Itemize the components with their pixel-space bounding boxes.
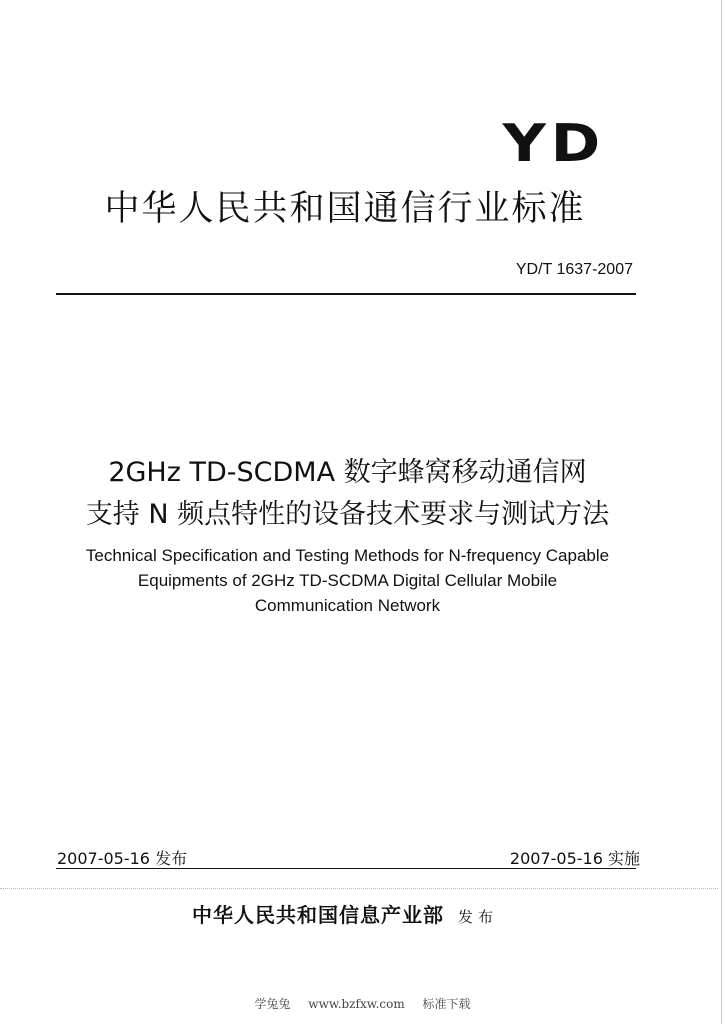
- scan-edge-line: [721, 0, 722, 1024]
- standard-code: YD/T 1637-2007: [515, 261, 633, 278]
- dotted-divider: [0, 888, 718, 889]
- issuer-name: 中华人民共和国信息产业部: [191, 903, 444, 927]
- issuer-block: [0, 899, 690, 928]
- issue-date: 2007-05-16 发布: [57, 849, 188, 868]
- title-cn-line-1: 2GHz TD-SCDMA 数字蜂窝移动通信网: [108, 457, 587, 488]
- yd-logo: YD: [502, 114, 605, 174]
- implementation-date: 2007-05-16 实施: [509, 849, 640, 868]
- title-en-line-2: Equipments of 2GHz TD-SCDMA Digital Cellular Mobile: [137, 571, 558, 590]
- footer-tagline: 标准下载: [422, 997, 471, 1011]
- header-divider: [56, 293, 636, 295]
- title-en-line-3: Communication Network: [254, 596, 441, 615]
- standard-name: 中华人民共和国通信行业标准: [104, 189, 586, 229]
- title-en-line-1: Technical Specification and Testing Methods for N-frequency Capable: [85, 546, 610, 565]
- issuer-verb: 发布: [457, 908, 498, 926]
- title-cn-line-2: 支持 N 频点特性的设备技术要求与测试方法: [85, 499, 610, 530]
- watermark-footer: [0, 995, 725, 1012]
- footer-site-name: 学兔兔: [254, 997, 291, 1011]
- footer-divider: [56, 868, 636, 869]
- footer-url[interactable]: www.bzfxw.com: [308, 997, 405, 1011]
